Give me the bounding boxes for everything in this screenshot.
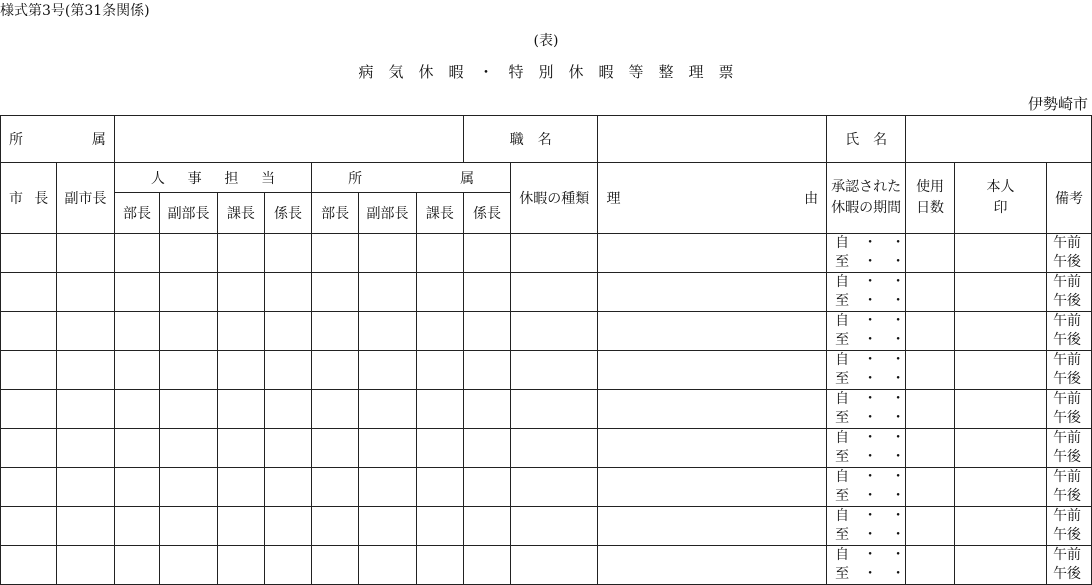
seal-cell[interactable] [954,507,1046,546]
entry-cell[interactable] [416,390,463,429]
reason-entry-cell[interactable] [598,468,827,507]
affiliation-field[interactable] [114,116,463,163]
hr-char-3: 担 [224,170,239,187]
entry-cell[interactable] [160,468,218,507]
entry-cell[interactable] [57,468,115,507]
entry-cell[interactable] [463,429,510,468]
entry-cell[interactable] [312,234,359,273]
entry-cell[interactable] [160,234,218,273]
entry-cell[interactable] [160,351,218,390]
remarks-cell[interactable] [1047,234,1092,273]
entry-cell[interactable] [359,468,417,507]
reason-entry-cell[interactable] [598,351,827,390]
remarks-cell[interactable] [1047,390,1092,429]
remarks-cell[interactable] [1047,546,1092,585]
remarks-am: 午前 [1053,235,1081,251]
hr-role-section-chief: 課長 [217,193,264,234]
seal-line-2: 印 [993,200,1008,216]
entry-cell[interactable] [265,273,312,312]
period-from: 自 ・ ・ [835,469,906,485]
entry-cell[interactable] [160,546,218,585]
entry-cell[interactable] [1,390,57,429]
entry-cell[interactable] [114,234,159,273]
city-name: 伊勢崎市 [1027,95,1088,113]
entry-cell[interactable] [312,468,359,507]
period-to: 至 ・ ・ [835,254,906,270]
entry-cell[interactable] [463,234,510,273]
period-cell[interactable] [827,507,906,546]
remarks-cell[interactable] [1047,351,1092,390]
entry-cell[interactable] [463,546,510,585]
period-cell[interactable] [827,429,906,468]
entry-cell[interactable] [416,507,463,546]
period-from: 自 ・ ・ [835,235,906,251]
entry-cell[interactable] [511,546,598,585]
leave-type-header: 休暇の種類 [511,163,598,234]
entry-cell[interactable] [114,390,159,429]
entry-cell[interactable] [312,351,359,390]
mayor-label-1: 市 [9,191,23,207]
entry-cell[interactable] [114,351,159,390]
remarks-cell[interactable] [1047,507,1092,546]
affiliation-label-cell [1,116,115,163]
entry-cell[interactable] [359,234,417,273]
remarks-pm: 午後 [1053,449,1081,465]
remarks-char-2: 考 [1069,191,1083,207]
period-cell[interactable] [827,546,906,585]
form-title: 病 気 休 暇 ・ 特 別 休 暇 等 整 理 票 [358,63,734,81]
reason-header [598,163,827,234]
period-to: 至 ・ ・ [835,410,906,426]
days-used-line-1: 使用 [916,179,945,195]
entry-cell[interactable] [114,468,159,507]
entry-cell[interactable] [265,234,312,273]
reason-entry-cell[interactable] [598,312,827,351]
hr-char-4: 当 [261,170,276,187]
entry-cell[interactable] [312,390,359,429]
period-from: 自 ・ ・ [835,274,906,290]
entry-cell[interactable] [114,429,159,468]
entry-cell[interactable] [160,507,218,546]
remarks-am: 午前 [1053,547,1081,563]
entry-cell[interactable] [57,507,115,546]
remarks-cell[interactable] [1047,429,1092,468]
affil-char-1: 所 [348,170,363,187]
remarks-am: 午前 [1053,469,1081,485]
leave-record-table [0,115,1092,585]
approved-period-line-1: 承認された [831,179,902,195]
entry-cell[interactable] [57,234,115,273]
entry-cell[interactable] [114,273,159,312]
remarks-am: 午前 [1053,313,1081,329]
period-from: 自 ・ ・ [835,391,906,407]
entry-cell[interactable] [217,351,264,390]
seal-cell[interactable] [954,273,1046,312]
affil-role-section-chief: 課長 [416,193,463,234]
days-used-cell[interactable] [906,234,955,273]
entry-cell[interactable] [160,273,218,312]
days-used-cell[interactable] [906,507,955,546]
table-marker: (表) [533,33,559,49]
table-row [1,546,1092,585]
entry-cell[interactable] [114,312,159,351]
entry-cell[interactable] [511,429,598,468]
seal-header [954,163,1046,234]
entry-cell[interactable] [217,507,264,546]
days-used-cell[interactable] [906,546,955,585]
days-used-cell[interactable] [906,468,955,507]
remarks-pm: 午後 [1053,527,1081,543]
period-to: 至 ・ ・ [835,371,906,387]
period-cell[interactable] [827,273,906,312]
table-row [1,468,1092,507]
affiliation-group-header [312,163,511,193]
affiliation-label-2: 属 [91,132,106,148]
remarks-pm: 午後 [1053,293,1081,309]
entry-cell[interactable] [265,468,312,507]
entry-cell[interactable] [265,312,312,351]
hr-role-director: 部長 [114,193,159,234]
entry-cell[interactable] [312,312,359,351]
entry-cell[interactable] [511,234,598,273]
seal-cell[interactable] [954,312,1046,351]
period-cell[interactable] [827,351,906,390]
entry-cell[interactable] [359,546,417,585]
affil-char-2: 属 [460,170,475,187]
period-cell[interactable] [827,468,906,507]
table-row [1,429,1092,468]
period-to: 至 ・ ・ [835,488,906,504]
entry-cell[interactable] [359,273,417,312]
entry-cell[interactable] [416,351,463,390]
seal-cell[interactable] [954,234,1046,273]
reason-entry-cell[interactable] [598,546,827,585]
entry-cell[interactable] [1,546,57,585]
entry-cell[interactable] [359,390,417,429]
name-field[interactable] [906,116,1092,163]
period-cell[interactable] [827,390,906,429]
entry-cell[interactable] [217,429,264,468]
entry-cell[interactable] [416,468,463,507]
mayor-label-2: 長 [34,191,49,207]
entry-cell[interactable] [359,507,417,546]
entry-cell[interactable] [463,390,510,429]
entry-cell[interactable] [265,507,312,546]
hr-role-deputy-director: 副部長 [160,193,218,234]
remarks-am: 午前 [1053,430,1081,446]
entry-cell[interactable] [511,273,598,312]
entry-cell[interactable] [57,312,115,351]
remarks-cell[interactable] [1047,273,1092,312]
entry-cell[interactable] [114,507,159,546]
form-number: 様式第3号(第31条関係) [0,3,150,19]
entry-cell[interactable] [359,312,417,351]
remarks-pm: 午後 [1053,371,1081,387]
seal-cell[interactable] [954,429,1046,468]
days-used-cell[interactable] [906,351,955,390]
hr-group-header [114,163,311,193]
reason-entry-cell[interactable] [598,234,827,273]
days-used-line-2: 日数 [916,200,945,216]
entry-cell[interactable] [312,429,359,468]
entry-cell[interactable] [463,351,510,390]
job-title-label: 職 名 [463,116,597,163]
reason-entry-cell[interactable] [598,429,827,468]
entry-cell[interactable] [217,234,264,273]
entry-cell[interactable] [416,429,463,468]
reason-entry-cell[interactable] [598,390,827,429]
entry-cell[interactable] [511,312,598,351]
entry-cell[interactable] [160,312,218,351]
affiliation-label-1: 所 [9,132,23,148]
table-row [1,507,1092,546]
reason-entry-cell[interactable] [598,507,827,546]
entry-cell[interactable] [160,390,218,429]
days-used-header [906,163,955,234]
seal-cell[interactable] [954,390,1046,429]
affil-role-director: 部長 [312,193,359,234]
job-title-field[interactable] [598,116,827,163]
remarks-am: 午前 [1053,508,1081,524]
entry-cell[interactable] [265,351,312,390]
seal-cell[interactable] [954,546,1046,585]
reason-char-2: 由 [804,191,819,207]
period-from: 自 ・ ・ [835,352,906,368]
entry-cell[interactable] [1,312,57,351]
remarks-cell[interactable] [1047,468,1092,507]
entry-cell[interactable] [416,546,463,585]
remarks-am: 午前 [1053,352,1081,368]
entry-cell[interactable] [57,390,115,429]
reason-entry-cell[interactable] [598,273,827,312]
remarks-pm: 午後 [1053,410,1081,426]
period-to: 至 ・ ・ [835,566,906,582]
period-to: 至 ・ ・ [835,449,906,465]
entry-cell[interactable] [416,312,463,351]
days-used-cell[interactable] [906,390,955,429]
entry-cell[interactable] [1,429,57,468]
entry-cell[interactable] [217,273,264,312]
name-label: 氏 名 [827,116,906,163]
seal-cell[interactable] [954,351,1046,390]
entry-cell[interactable] [416,234,463,273]
entry-cell[interactable] [1,273,57,312]
entry-cell[interactable] [57,546,115,585]
days-used-cell[interactable] [906,312,955,351]
remarks-char-1: 備 [1055,191,1069,207]
remarks-am: 午前 [1053,274,1081,290]
entry-cell[interactable] [511,507,598,546]
period-from: 自 ・ ・ [835,508,906,524]
seal-line-1: 本人 [986,179,1015,195]
table-row [1,234,1092,273]
affil-role-unit-chief: 係長 [463,193,510,234]
entry-cell[interactable] [114,546,159,585]
days-used-cell[interactable] [906,429,955,468]
entry-cell[interactable] [312,546,359,585]
entry-cell[interactable] [217,468,264,507]
entry-cell[interactable] [57,429,115,468]
entry-cell[interactable] [1,351,57,390]
table-row [1,351,1092,390]
remarks-am: 午前 [1053,391,1081,407]
period-from: 自 ・ ・ [835,313,906,329]
period-to: 至 ・ ・ [835,332,906,348]
entry-cell[interactable] [511,390,598,429]
entry-cell[interactable] [265,429,312,468]
entry-cell[interactable] [463,468,510,507]
approved-period-header [827,163,906,234]
entry-cell[interactable] [57,351,115,390]
entry-cell[interactable] [463,312,510,351]
hr-role-unit-chief: 係長 [265,193,312,234]
entry-cell[interactable] [312,507,359,546]
hr-char-2: 事 [187,170,202,187]
remarks-cell[interactable] [1047,312,1092,351]
period-from: 自 ・ ・ [835,430,906,446]
deputy-mayor-header: 副市長 [57,163,115,234]
remarks-pm: 午後 [1053,254,1081,270]
entry-cell[interactable] [265,390,312,429]
entry-cell[interactable] [160,429,218,468]
seal-cell[interactable] [954,468,1046,507]
remarks-pm: 午後 [1053,332,1081,348]
period-cell[interactable] [827,312,906,351]
period-to: 至 ・ ・ [835,527,906,543]
entry-cell[interactable] [217,390,264,429]
entry-cell[interactable] [217,312,264,351]
entry-cell[interactable] [511,351,598,390]
table-row [1,273,1092,312]
remarks-pm: 午後 [1053,566,1081,582]
approved-period-line-2: 休暇の期間 [831,200,902,216]
entry-cell[interactable] [359,351,417,390]
remarks-pm: 午後 [1053,488,1081,504]
entry-cell[interactable] [416,273,463,312]
hr-char-1: 人 [150,170,165,187]
entry-cell[interactable] [57,273,115,312]
period-from: 自 ・ ・ [835,547,906,563]
entry-cell[interactable] [265,546,312,585]
entry-cell[interactable] [1,507,57,546]
table-row [1,312,1092,351]
period-cell[interactable] [827,234,906,273]
entry-cell[interactable] [1,234,57,273]
reason-char-1: 理 [606,191,621,207]
entry-cell[interactable] [217,546,264,585]
entry-cell[interactable] [359,429,417,468]
remarks-header [1047,163,1092,234]
period-to: 至 ・ ・ [835,293,906,309]
entry-cell[interactable] [1,468,57,507]
table-row [1,390,1092,429]
entry-cell[interactable] [511,468,598,507]
days-used-cell[interactable] [906,273,955,312]
entry-cell[interactable] [312,273,359,312]
entry-cell[interactable] [463,507,510,546]
entry-cell[interactable] [463,273,510,312]
affil-role-deputy-director: 副部長 [359,193,417,234]
mayor-header [1,163,57,234]
